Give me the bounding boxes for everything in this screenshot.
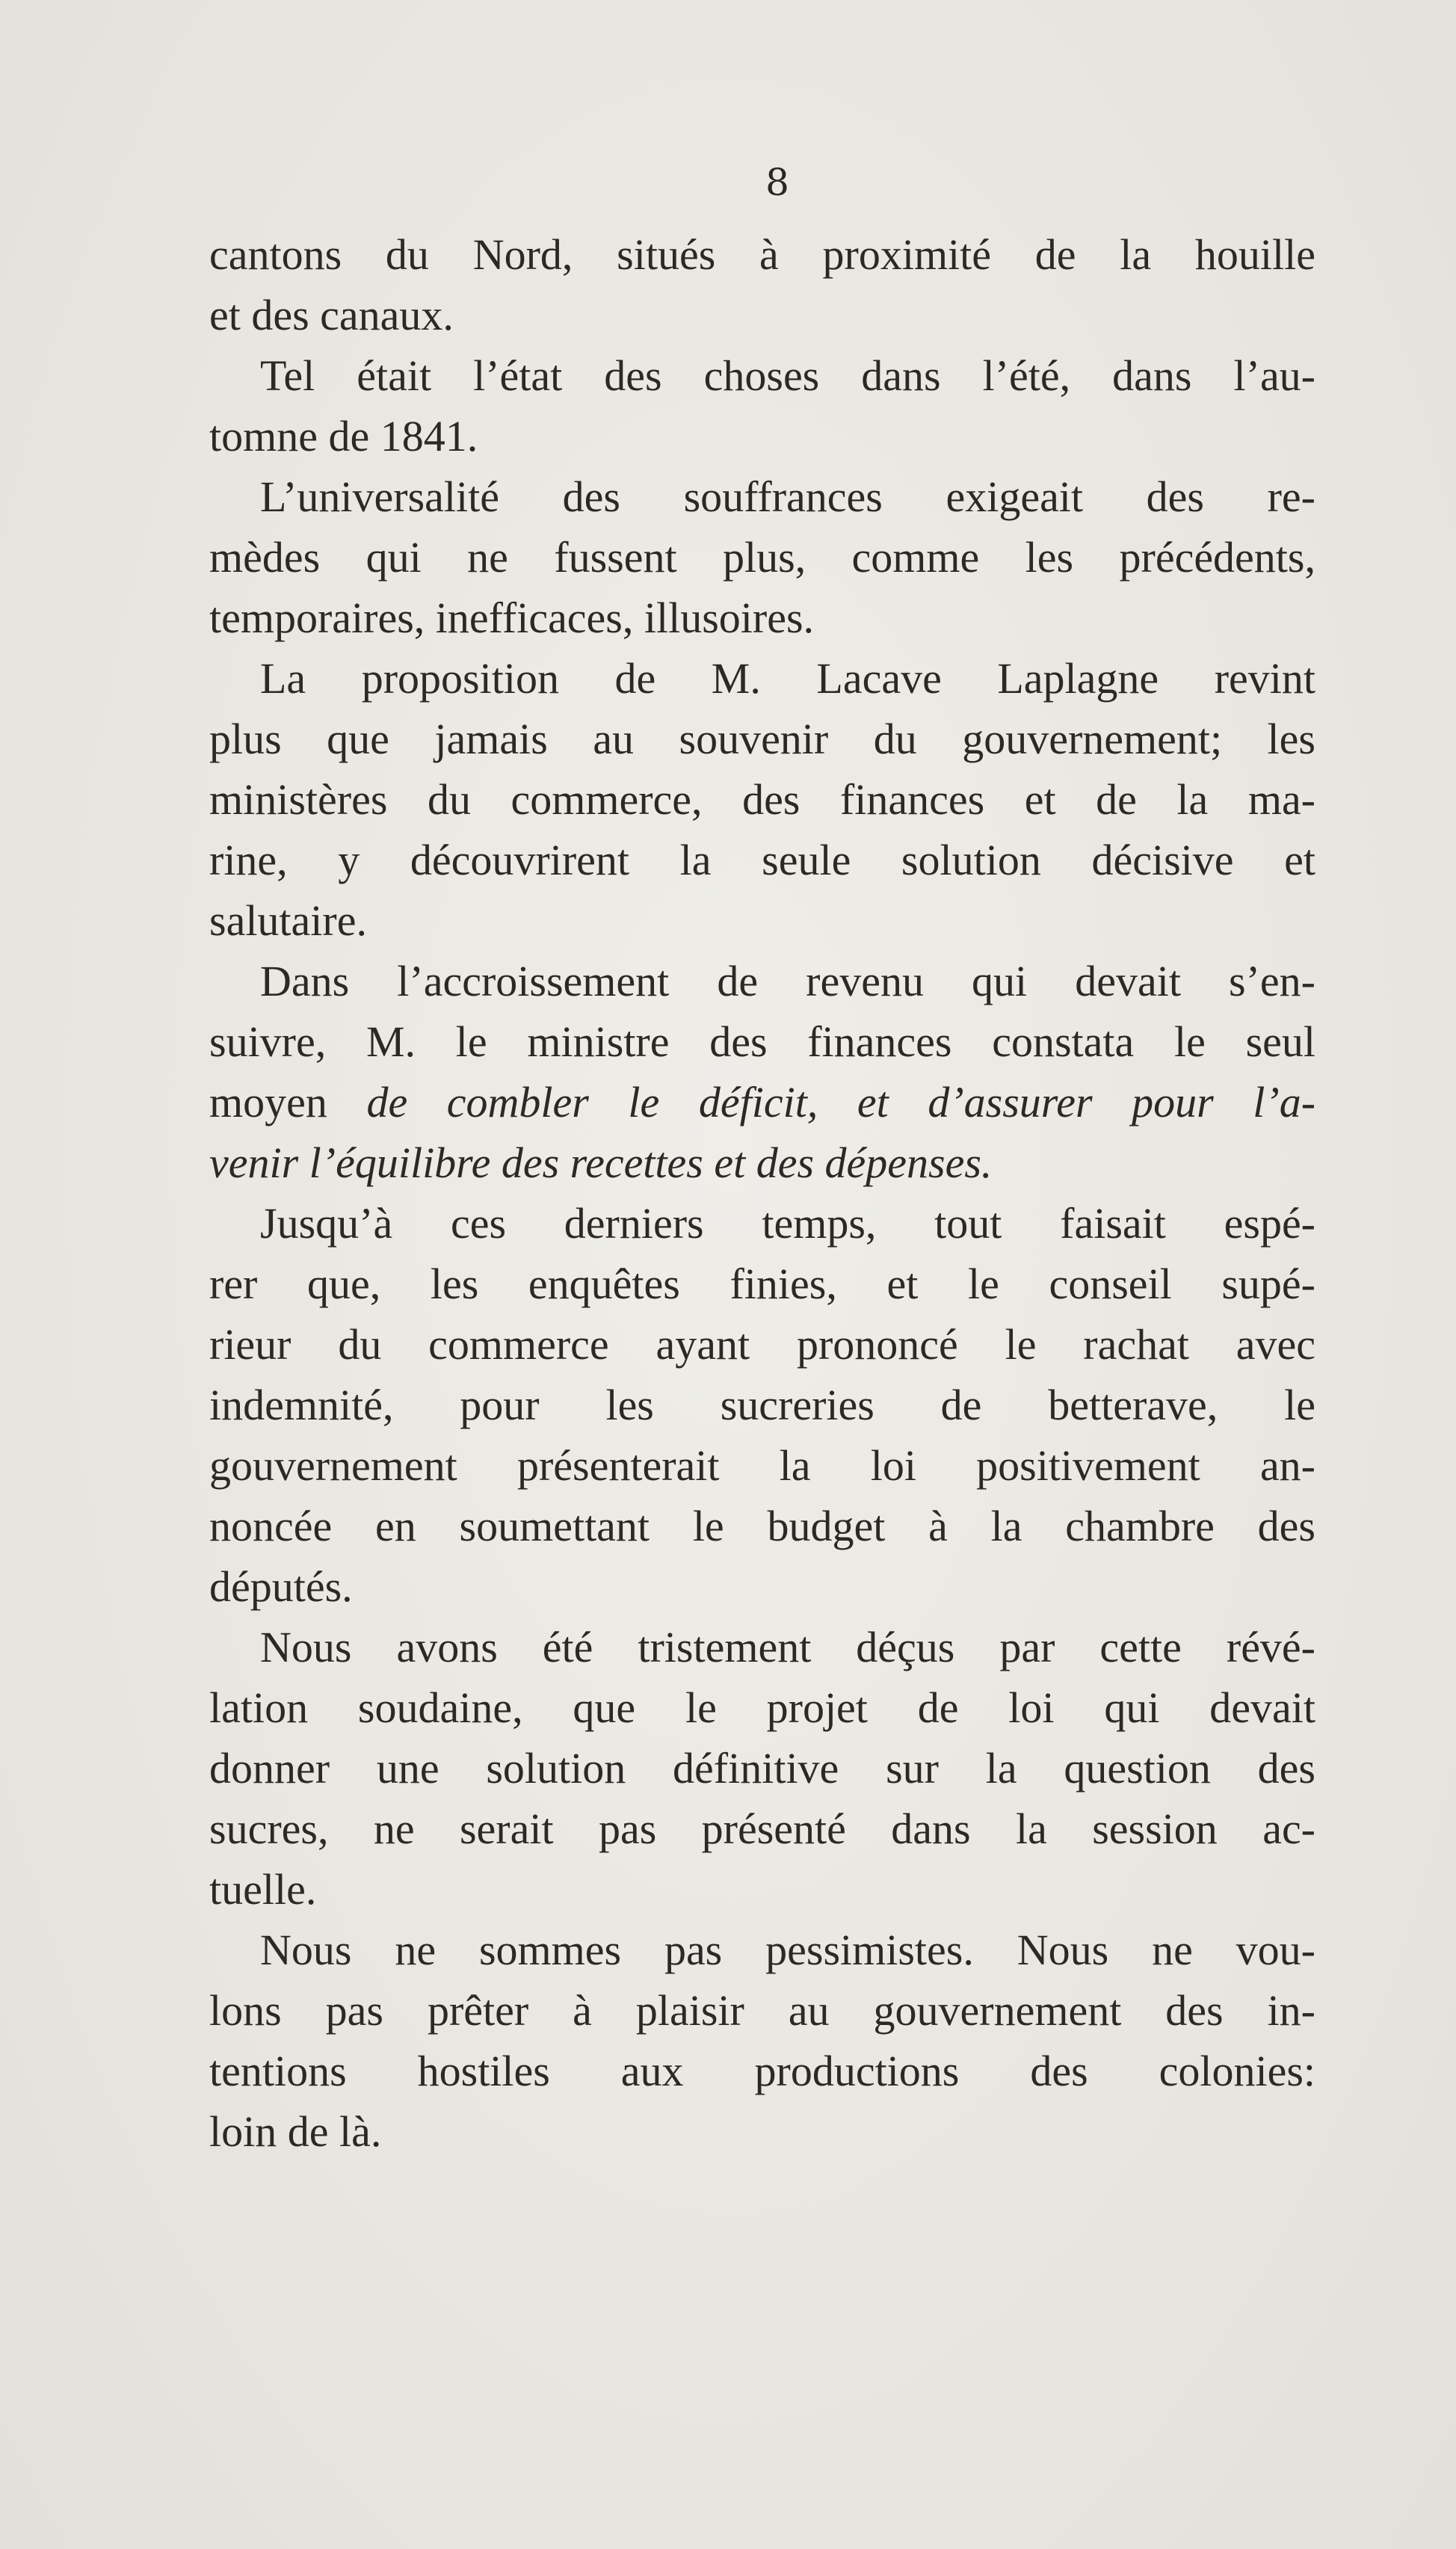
text-line: L’universalité des souffrances exigeait des re- [260, 472, 1315, 521]
text-segment: moyen [209, 1078, 367, 1126]
text-line: rieur du commerce ayant prononcé le rachat avec [209, 1320, 1315, 1369]
text-line: Dans l’accroissement de revenu qui devait s’en- [260, 957, 1315, 1005]
text-line: Tel était l’état des choses dans l’été, dans l’au- [260, 351, 1315, 400]
text-line: Nous avons été tristement déçus par cette révé- [260, 1623, 1315, 1671]
text-line: ministères du commerce, des finances et de la ma- [209, 775, 1315, 824]
text-line: Jusqu’à ces derniers temps, tout faisait espé- [260, 1199, 1315, 1248]
text-line: et des canaux. [209, 291, 454, 339]
text-line: donner une solution définitive sur la question des [209, 1744, 1315, 1793]
text-line: noncée en soumettant le budget à la chambre des [209, 1502, 1315, 1550]
text-line: tuelle. [209, 1865, 317, 1914]
text-line: mèdes qui ne fussent plus, comme les précédents, [209, 533, 1315, 582]
text-line: tentions hostiles aux productions des colonies: [209, 2047, 1315, 2095]
page-number: 8 [765, 161, 789, 204]
text-line: lation soudaine, que le projet de loi qui devait [209, 1683, 1315, 1732]
text-line: loin de là. [209, 2107, 382, 2156]
body-text [209, 224, 1315, 2162]
text-line: salutaire. [209, 896, 367, 945]
text-line: rine, y découvrirent la seule solution décisive et [209, 836, 1315, 884]
text-line: gouvernement présenterait la loi positivement an- [209, 1441, 1315, 1490]
text-line: plus que jamais au souvenir du gouvernement; les [209, 715, 1315, 763]
text-line: tomne de 1841. [209, 412, 478, 460]
text-line: députés. [209, 1562, 353, 1611]
text-line: indemnité, pour les sucreries de betterave, le [209, 1381, 1315, 1429]
text-line: suivre, M. le ministre des finances constata le seul [209, 1017, 1315, 1066]
text-line: sucres, ne serait pas présenté dans la session ac- [209, 1804, 1315, 1853]
text-line: temporaires, inefficaces, illusoires. [209, 594, 815, 642]
text-line: cantons du Nord, situés à proximité de la houille [209, 230, 1315, 279]
text-line: Nous ne sommes pas pessimistes. Nous ne vou- [260, 1926, 1315, 1974]
text-line-mixed [209, 1072, 1315, 1132]
text-line: rer que, les enquêtes finies, et le conseil supé- [209, 1260, 1315, 1308]
text-line: La proposition de M. Lacave Laplagne revint [260, 654, 1315, 703]
italic-segment: de combler le déficit, et d’assurer pour l’a- [366, 1078, 1315, 1126]
italic-line: venir l’équilibre des recettes et des dépenses. [209, 1138, 993, 1187]
text-line: lons pas prêter à plaisir au gouvernement des in- [209, 1986, 1315, 2035]
